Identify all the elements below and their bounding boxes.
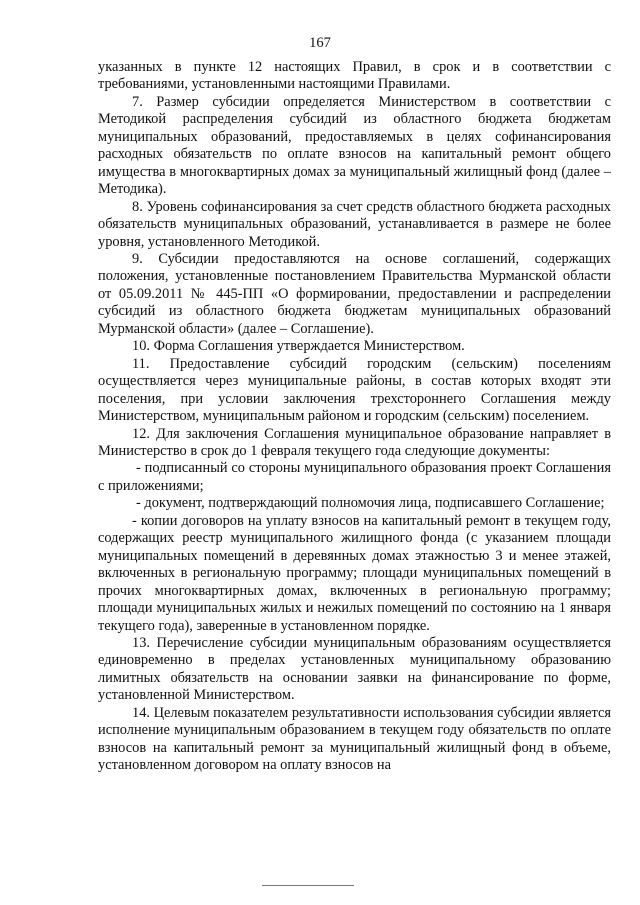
paragraph-14: 14. Целевым показателем результативности использования субсидии является исполнение муниципальным образованием в текущем году обязательств по оплате взносов на капитальный ремонт за муниципальный жилищный фонд в объеме, установленном договором на оплату взносов на: [98, 704, 611, 774]
paragraph-9: 9. Субсидии предоставляются на основе соглашений, содержащих положения, установленные постановлением Правительства Мурманской области от 05.09.2011 № 445-ПП «О формировании, предоставлении и распределении субсидий из областного бюджета бюджетам муниципальных образований Мурманской области» (далее – Соглашение).: [98, 250, 611, 337]
paragraph-12: 12. Для заключения Соглашения муниципальное образование направляет в Министерство в срок до 1 февраля текущего года следующие документы:: [98, 425, 611, 459]
list-item-contract-copies: - копии договоров на уплату взносов на капитальный ремонт в текущем году, содержащих реестр муниципального жилищного фонда (с указанием площади муниципальных помещений в деревянных домах этажностью 3 и менее этажей, включенных в региональную программу; площади муниципальных помещений в прочих многоквартирных домах, включенных в региональную программу; площади муниципальных жилых и нежилых помещений по состоянию на 1 января текущего года), заверенные в установленном порядке.: [98, 512, 611, 634]
paragraph-13: 13. Перечисление субсидии муниципальным образованиям осуществляется единовременно в пределах установленных муниципальному образованию лимитных обязательств на основании заявки на финансирование по форме, установленной Министерством.: [98, 634, 611, 704]
paragraph-8: 8. Уровень софинансирования за счет средств областного бюджета расходных обязательств муниципальных образований, устанавливается в размере не более уровня, установленного Методикой.: [98, 198, 611, 250]
footer-divider: [262, 885, 354, 886]
paragraph-11: 11. Предоставление субсидий городским (сельским) поселениям осуществляется через муниципальные районы, в состав которых входят эти поселения, при условии заключения трехстороннего Соглашения между Министерством, муниципальным районом и городским (сельским) поселением.: [98, 355, 611, 425]
list-item-authority-document: - документ, подтверждающий полномочия лица, подписавшего Соглашение;: [136, 495, 605, 512]
paragraph-continuation: указанных в пункте 12 настоящих Правил, в срок и в соответствии с требованиями, установленными настоящими Правилами.: [98, 59, 611, 93]
document-body: [98, 59, 611, 775]
page-number: 167: [309, 35, 331, 51]
paragraph-10: 10. Форма Соглашения утверждается Министерством.: [132, 338, 465, 355]
list-item-project: - подписанный со стороны муниципального образования проект Соглашения с приложениями;: [98, 460, 611, 494]
paragraph-7: 7. Размер субсидии определяется Министерством в соответствии с Методикой распределения субсидий из областного бюджета бюджетам муниципальных образований, предоставляемых в целях софинансирования расходных обязательств по оплате взносов на капитальный ремонт общего имущества в многоквартирных домах за муниципальный жилищный фонд (далее – Методика).: [98, 93, 611, 198]
